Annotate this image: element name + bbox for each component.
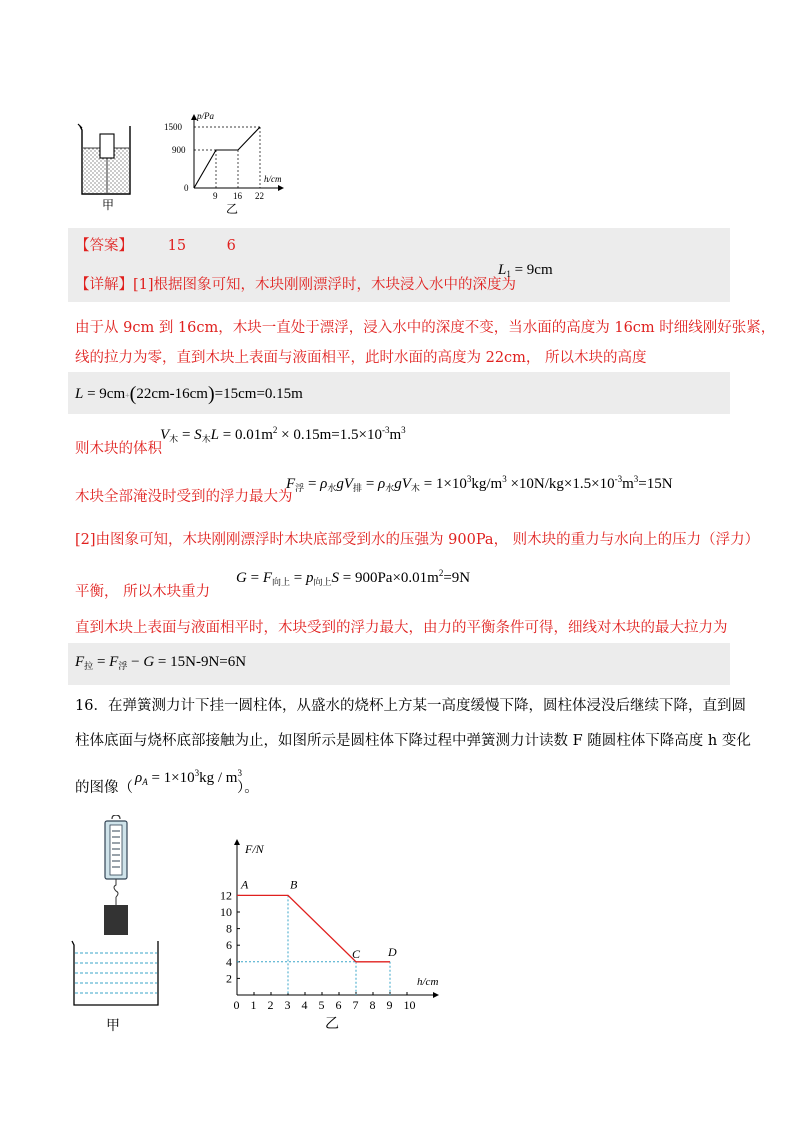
- y-tick-label: 12: [220, 888, 232, 903]
- q16-density: $\rho_A = 1\times 10^3kg / m^3$: [135, 768, 242, 787]
- answer-value-1: 15: [167, 238, 187, 254]
- x-tick-label: 4: [301, 998, 308, 1010]
- top-chart-ytick-900: 900: [172, 145, 186, 155]
- top-chart-ylabel: p/Pa: [197, 111, 214, 121]
- q16-line-3: [75, 776, 133, 797]
- figure-label-jia-bottom: 甲: [106, 1018, 120, 1034]
- figure-label-yi-top: 乙: [226, 202, 239, 216]
- detail-prefix: 【详解】: [75, 277, 133, 293]
- top-figure-pressure-chart: [160, 110, 300, 220]
- y-tick-label: 4: [226, 954, 232, 969]
- top-chart-xtick-22: 22: [255, 191, 264, 201]
- eq-l1: $L_1 = 9cm$: [498, 262, 553, 279]
- q16-line-2: 柱体底面与烧杯底部接触为止，如图所示是圆柱体下降过程中弹簧测力计读数 F 随圆柱体下降高度 h 变化: [75, 733, 751, 749]
- y-tick-label: 10: [220, 905, 232, 919]
- series-line: [237, 895, 390, 961]
- x-tick-label: 0: [233, 998, 240, 1010]
- point-label-c: C: [352, 946, 361, 961]
- top-chart-xlabel: h/cm: [264, 174, 282, 184]
- y-tick-label: 6: [226, 938, 232, 953]
- top-chart-ytick-0: 0: [184, 183, 189, 193]
- q16-line3-suffix: ）。: [237, 780, 259, 796]
- x-tick-label: 2: [267, 998, 274, 1010]
- gravity-prefix: 平衡， 所以木块重力: [75, 584, 211, 600]
- spring-balance-figure: [68, 815, 168, 1040]
- x-tick-label: 5: [318, 998, 325, 1010]
- eq-buoyancy: $F_浮 = \rho_水gV_排 = \rho_水gV_木 = 1\times 10^3kg/m^3 \times 10N/kg\times 1.5\times 10^{-3}m^3=15N$: [286, 474, 673, 493]
- x-axis-label: h/cm: [417, 976, 439, 988]
- force-height-chart-svg: [215, 835, 480, 1010]
- max-tension-line: 直到木块上表面与液面相平时，木块受到的浮力最大，由力的平衡条件可得，细线对木块的最大拉力为: [75, 620, 728, 636]
- eq-volume: $V_木 = S_木L = 0.01m^2 \times 0.15m=1.5\times 10^{-3}m^3$: [160, 425, 406, 444]
- top-chart-ytick-1500: 1500: [164, 122, 182, 132]
- detail-part2-line: [2]由图象可知，木块刚刚漂浮时木块底部受到水的压强为 900Pa， 则木块的重力与水向上的压力（浮力）: [75, 532, 760, 548]
- answer-value-2: 6: [226, 238, 236, 254]
- volume-prefix: 则木块的体积: [75, 441, 162, 457]
- eq-gravity: $G = F_{向上} = p_{向上}S = 900Pa\times 0.01m^2=9N$: [236, 568, 471, 587]
- point-label-b: B: [290, 877, 298, 892]
- y-tick-label: 2: [226, 971, 232, 986]
- detail-line-3: 线的拉力为零，直到木块上表面与液面相平，此时水面的高度为 22cm， 所以木块的高度: [75, 350, 647, 366]
- x-tick-label: 1: [250, 998, 257, 1010]
- q16-line3-prefix: 的图像（: [75, 780, 133, 796]
- x-tick-label: 3: [284, 998, 291, 1010]
- figure-label-jia-top: 甲: [102, 198, 115, 212]
- x-tick-label: 6: [335, 998, 342, 1010]
- answer-label: 【答案】: [75, 238, 133, 254]
- answer-line: [75, 234, 236, 255]
- top-chart-xtick-9: 9: [213, 191, 218, 201]
- point-label-d: D: [388, 944, 397, 959]
- detail-line1-text: [1]根据图象可知，木块刚刚漂浮时，木块浸入水中的深度为: [133, 277, 517, 293]
- x-tick-label: 9: [386, 998, 393, 1010]
- figure-label-yi-bottom: 乙: [325, 1016, 339, 1032]
- x-tick-label: 10: [403, 998, 416, 1010]
- x-tick-label: 8: [369, 998, 376, 1010]
- y-axis-label: F/N: [245, 842, 264, 856]
- y-tick-label: 8: [226, 921, 232, 936]
- top-figure-beaker: [72, 120, 142, 210]
- force-height-chart: [215, 835, 480, 1035]
- detail-line-1: [75, 273, 516, 294]
- q16-line-1: 16．在弹簧测力计下挂一圆柱体，从盛水的烧杯上方某一高度缓慢下降，圆柱体浸没后继续下降，直到圆: [75, 698, 746, 714]
- detail-line-2: 由于从 9cm 到 16cm，木块一直处于漂浮，浸入水中的深度不变，当水面的高度为 16cm 时细线刚好张紧，: [75, 320, 776, 336]
- eq-tension: $F_拉 = F_浮 - G = 15N-9N=6N$: [75, 654, 247, 671]
- eq-height: L = 9cm+(22cm-16cm)=15cm=0.15m: [75, 383, 303, 405]
- top-chart-xtick-16: 16: [233, 191, 242, 201]
- y-axis-arrow: [234, 839, 240, 845]
- point-label-a: A: [241, 877, 249, 892]
- x-tick-label: 7: [352, 998, 359, 1010]
- buoy-prefix: 木块全部淹没时受到的浮力最大为: [75, 489, 293, 505]
- x-axis-arrow: [433, 992, 439, 998]
